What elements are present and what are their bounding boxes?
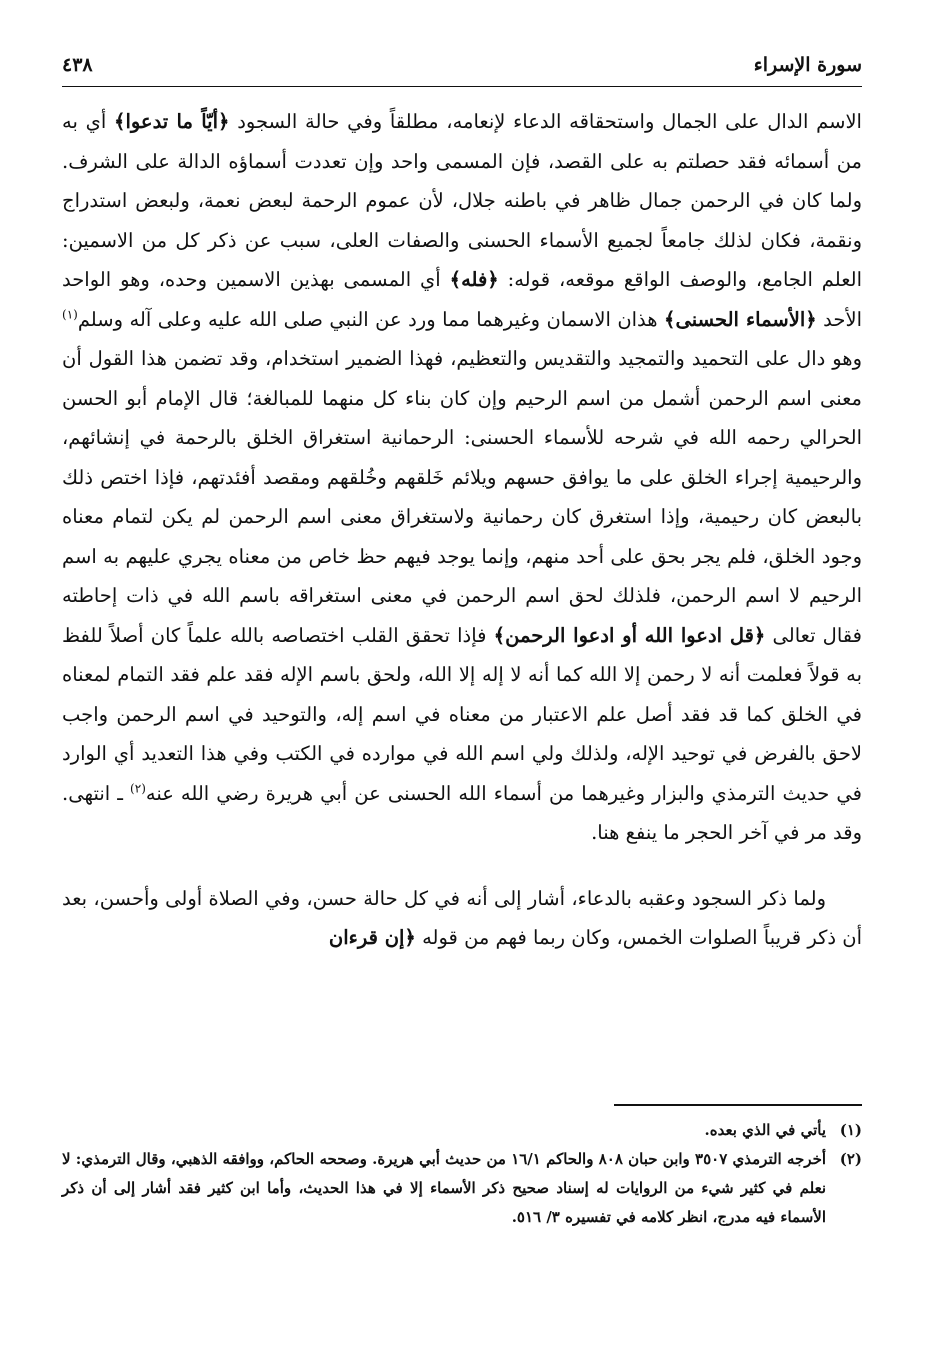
paragraph-1 [62, 102, 862, 853]
quran-quote: ﴿أيّاً ما تدعوا﴾ [114, 110, 230, 133]
main-text [62, 102, 862, 958]
paragraph-2 [62, 879, 862, 958]
footnotes [62, 1116, 862, 1232]
surah-title: سورة الإسراء [753, 54, 862, 76]
book-page [62, 46, 862, 1306]
footnote-marker-2: (٢) [130, 781, 146, 795]
footnote-text: أخرجه الترمذي ٣٥٠٧ وابن حبان ٨٠٨ والحاكم ١٦/١ من حديث أبي هريرة. وصححه الحاكم، ووافقه الذهبي، وقال الترمذي: لا نعلم في كثير شيء من الروايات له إسناد صحيح ذكر الأسماء إلا في هذا الحديث، وأما ابن كثير فقد أشار إلى أن ذكر الأسماء فيه مدرج، انظر كلامه في تفسيره ٣/ ٥١٦. [62, 1150, 827, 1226]
footnote-marker-1: (١) [62, 307, 78, 321]
text-run: هذان الاسمان وغيرهما مما ورد عن النبي صلى الله عليه وعلى آله وسلم [77, 307, 665, 331]
footnote-text: يأتي في الذي بعده. [704, 1121, 826, 1139]
text-run: فإذا تحقق القلب اختصاصه بالله علماً كان أصلاً للفظ به قولاً فعلمت أنه لا رحمن إلا الله كما أنه لا إله إلا الله، ولحق باسم الإله فقد علم فقد التمام لمعناه في الخلق كما قد فقد أصل علم الاعتبار من معناه في اسم إله، والتوحيد في اسم الرحمن واجب لاحق بالفرض في توحيد الإله، ولذلك ولي اسم الله في موارده في الكتب وفي هذا التعديد أي الوارد في حديث الترمذي والبزار وغيرهما من أسماء الله الحسنى عن أبي هريرة رضي الله عنه [62, 623, 862, 805]
page-header [62, 54, 862, 84]
footnote-1 [62, 1116, 862, 1145]
text-run: ـ انتهى. وقد مر في آخر الحجر ما ينفع هنا. [62, 781, 862, 844]
footnote-number: (١) [839, 1121, 862, 1139]
text-run: الاسم الدال على الجمال واستحقاقه الدعاء لإنعامه، مطلقاً وفي حالة السجود [229, 110, 862, 133]
footnote-number: (٢) [839, 1150, 862, 1168]
quran-quote: ﴿فله﴾ [449, 268, 499, 291]
page-number: ٤٣٨ [62, 54, 93, 76]
quran-quote: ﴿الأسماء الحسنى﴾ [664, 307, 817, 331]
header-divider [62, 86, 862, 87]
text-run: وهو دال على التحميد والتمجيد والتقديس والتعظيم، فهذا الضمير استخدام، وقد تضمن هذا القول أن معنى اسم الرحمن أشمل من اسم الرحيم وإن كان بناء كل منهما للمبالغة؛ قال الإمام أبو الحسن الحرالي رحمه الله في شرحه للأسماء الحسنى: الرحمانية استغراق الخلق بالرحمة في إنشائهم، والرحيمية إجراء الخلق على ما يوافق حسهم ويلائم خَلقهم وخُلقهم ومقصد أفئدتهم، فإذا اختص ذلك بالبعض كان رحيمية، وإذا استغرق كان رحمانية ولاستغراق معنى اسم الرحمن لم يكن لتمام معناه وجود الخلق، فلم يجر بحق على أحد منهم، وإنما يوجد فيهم حظ خاص من معناه يجري عليهم به اسم الرحيم لا اسم الرحمن، فلذلك لحق اسم الرحمن في معنى استغراقه باسم الله في ذات إحاطته فقال تعالى [62, 347, 862, 647]
text-run: أي به من أسمائه فقد حصلتم به على القصد، فإن المسمى واحد وإن تعددت أسماؤه الدالة على الشرف. ولما كان في الرحمن جمال ظاهر في باطنه جلال، لأن عموم الرحمة لبعض نعمة، ولبعض استدراج ونقمة، فكان لذلك جامعاً لجميع الأسماء الحسنى والصفات العلى، سبب عن ذكر كل من الاسمين: العلم الجامع، والوصف الواقع موقعه، قوله: [62, 110, 862, 291]
footnote-divider [614, 1104, 862, 1106]
text-run: أي المسمى بهذين الاسمين وحده، وهو الواحد الأحد [62, 268, 862, 331]
quran-quote: ﴿إن قرءان [328, 926, 416, 949]
quran-quote: ﴿قل ادعوا الله أو ادعوا الرحمن﴾ [493, 623, 766, 647]
text-run: ولما ذكر السجود وعقبه بالدعاء، أشار إلى أنه في كل حالة حسن، وفي الصلاة أولى وأحسن، بعد أن ذكر قريباً الصلوات الخمس، وكان ربما فهم من قوله [62, 886, 862, 949]
footnote-2 [62, 1145, 862, 1232]
